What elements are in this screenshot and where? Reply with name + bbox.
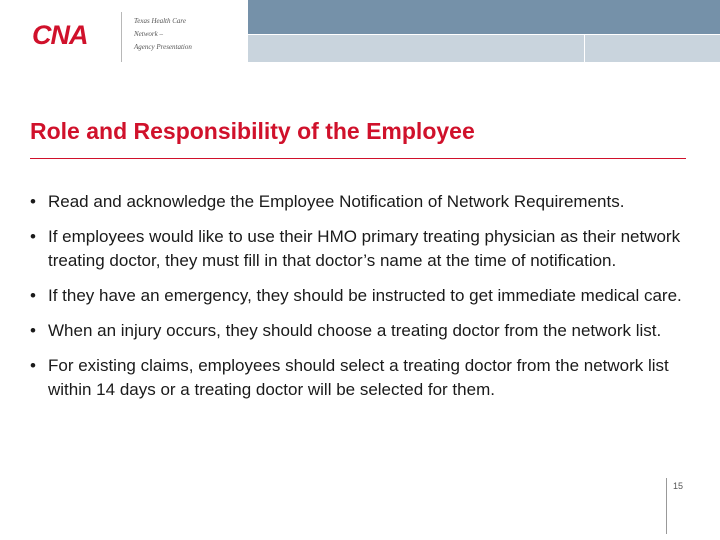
bullet-dot: • bbox=[30, 321, 36, 340]
tagline-line-2: Network – bbox=[134, 30, 163, 38]
title-rule bbox=[30, 158, 686, 159]
cna-logo-mark bbox=[32, 22, 112, 48]
header-band-split bbox=[584, 35, 585, 62]
bullet-item bbox=[30, 225, 690, 273]
header-band-bottom bbox=[248, 35, 720, 62]
bullet-dot: • bbox=[30, 227, 36, 246]
bullet-list bbox=[30, 190, 690, 413]
slide-title: Role and Responsibility of the Employee bbox=[30, 118, 475, 144]
bullet-dot: • bbox=[30, 192, 36, 211]
bullet-dot: • bbox=[30, 286, 36, 305]
bullet-text: For existing claims, employees should select a treating doctor from the network list within 14 days or a treating doctor will be selected for them. bbox=[48, 356, 669, 399]
header-divider bbox=[121, 12, 122, 62]
bullet-text: If employees would like to use their HMO primary treating physician as their network treating doctor, they must fill in that doctor’s name at the time of notification. bbox=[48, 227, 681, 270]
bullet-dot: • bbox=[30, 356, 36, 375]
bullet-item bbox=[30, 354, 690, 402]
bullet-item bbox=[30, 190, 690, 214]
cna-logo bbox=[32, 22, 112, 48]
bullet-text: If they have an emergency, they should be instructed to get immediate medical care. bbox=[48, 286, 682, 305]
header-band-top bbox=[248, 0, 720, 34]
header-color-bands bbox=[248, 0, 720, 62]
bullet-text: Read and acknowledge the Employee Notification of Network Requirements. bbox=[48, 192, 625, 211]
svg-text:CNA: CNA bbox=[32, 22, 88, 48]
tagline-line-3: Agency Presentation bbox=[134, 43, 192, 51]
page-number-rule bbox=[666, 478, 667, 534]
header-tagline bbox=[134, 15, 192, 54]
bullet-text: When an injury occurs, they should choose a treating doctor from the network list. bbox=[48, 321, 662, 340]
bullet-item bbox=[30, 284, 690, 308]
tagline-line-1: Texas Health Care bbox=[134, 17, 186, 25]
page-number: 15 bbox=[673, 481, 684, 491]
bullet-item bbox=[30, 319, 690, 343]
